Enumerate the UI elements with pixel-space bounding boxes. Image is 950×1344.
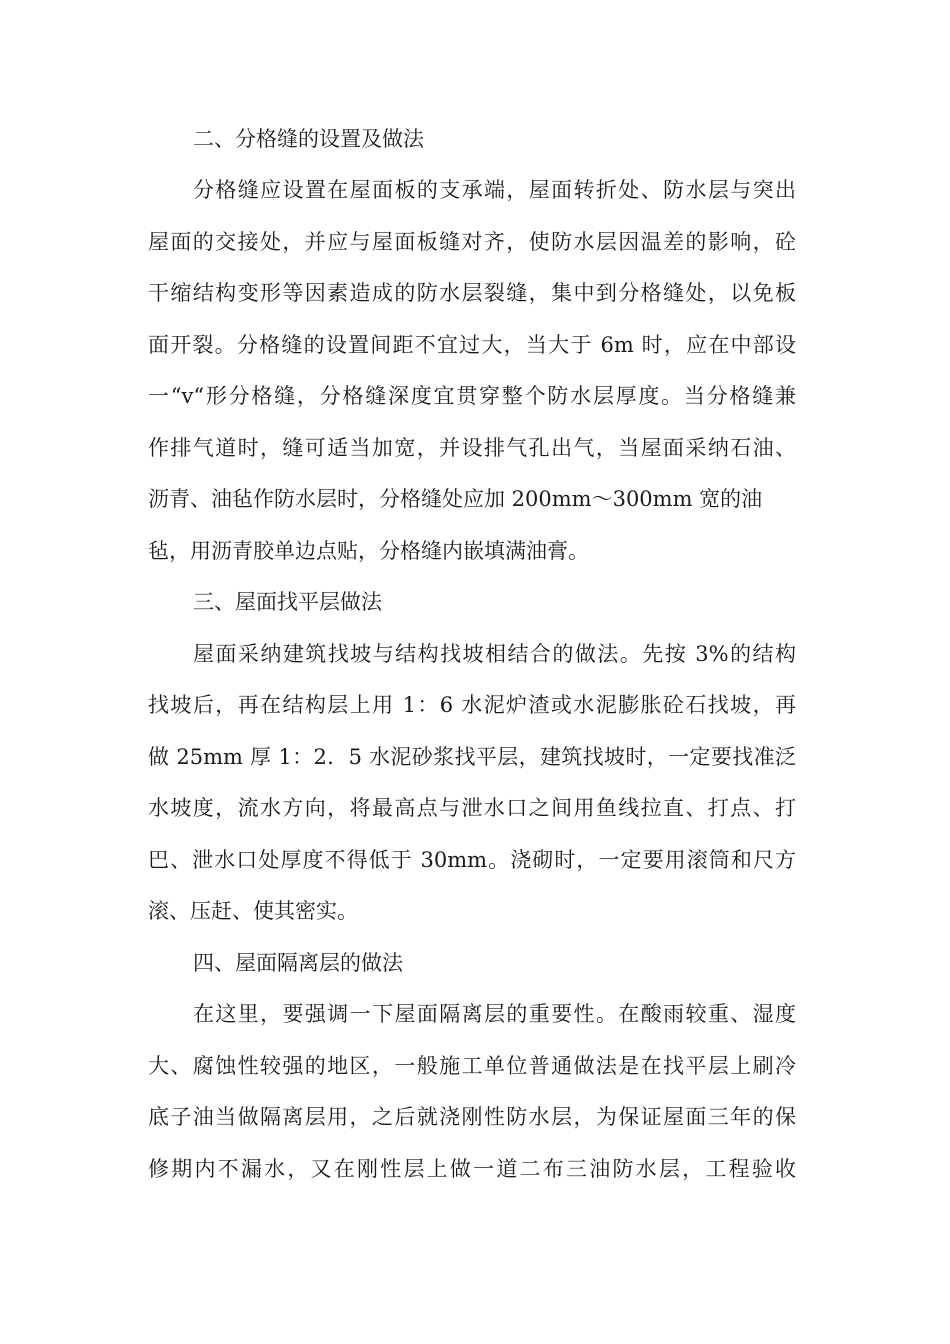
paragraph-line: 大、腐蚀性较强的地区，一般施工单位普通做法是在找平层上刷冷 <box>148 1054 796 1078</box>
paragraph-line: 分格缝应设置在屋面板的支承端，屋面转折处、防水层与突出 <box>193 178 796 202</box>
paragraph-line: 做 25mm 厚 1：2．5 水泥砂浆找平层，建筑找坡时，一定要找准泛 <box>148 745 796 769</box>
section-heading-3: 三、屋面找平层做法 <box>193 590 382 614</box>
paragraph-line: 面开裂。分格缝的设置间距不宜过大，当大于 6m 时，应在中部设 <box>148 333 796 357</box>
paragraph-line: 屋面采纳建筑找坡与结构找坡相结合的做法。先按 3%的结构 <box>193 642 796 666</box>
paragraph-line: 毡，用沥青胶单边点贴，分格缝内嵌填满油膏。 <box>148 539 589 563</box>
paragraph-line: 水坡度，流水方向，将最高点与泄水口之间用鱼线拉直、打点、打 <box>148 796 796 820</box>
paragraph-line: 底子油当做隔离层用，之后就浇刚性防水层，为保证屋面三年的保 <box>148 1105 796 1129</box>
paragraph-line: 在这里，要强调一下屋面隔离层的重要性。在酸雨较重、湿度 <box>193 1002 796 1026</box>
paragraph-line: 作排气道时，缝可适当加宽，并设排气孔出气，当屋面采纳石油、 <box>148 436 796 460</box>
paragraph-line: 找坡后，再在结构层上用 1：6 水泥炉渣或水泥膨胀砼石找坡，再 <box>148 693 796 717</box>
paragraph-line: 干缩结构变形等因素造成的防水层裂缝，集中到分格缝处，以免板 <box>148 281 796 305</box>
section-heading-2: 二、分格缝的设置及做法 <box>193 127 424 151</box>
paragraph-line: 巴、泄水口处厚度不得低于 30mm。浇砌时，一定要用滚筒和尺方 <box>148 848 796 872</box>
paragraph-line: 一“v“形分格缝，分格缝深度宜贯穿整个防水层厚度。当分格缝兼 <box>148 384 796 408</box>
section-heading-4: 四、屋面隔离层的做法 <box>193 951 403 975</box>
paragraph-line: 修期内不漏水，又在刚性层上做一道二布三油防水层，工程验收 <box>148 1157 796 1181</box>
paragraph-line: 屋面的交接处，并应与屋面板缝对齐，使防水层因温差的影响，砼 <box>148 230 796 254</box>
paragraph-line: 滚、压赶、使其密实。 <box>148 899 358 923</box>
paragraph-line: 沥青、油毡作防水层时，分格缝处应加 200mm～300mm 宽的油 <box>148 487 763 511</box>
